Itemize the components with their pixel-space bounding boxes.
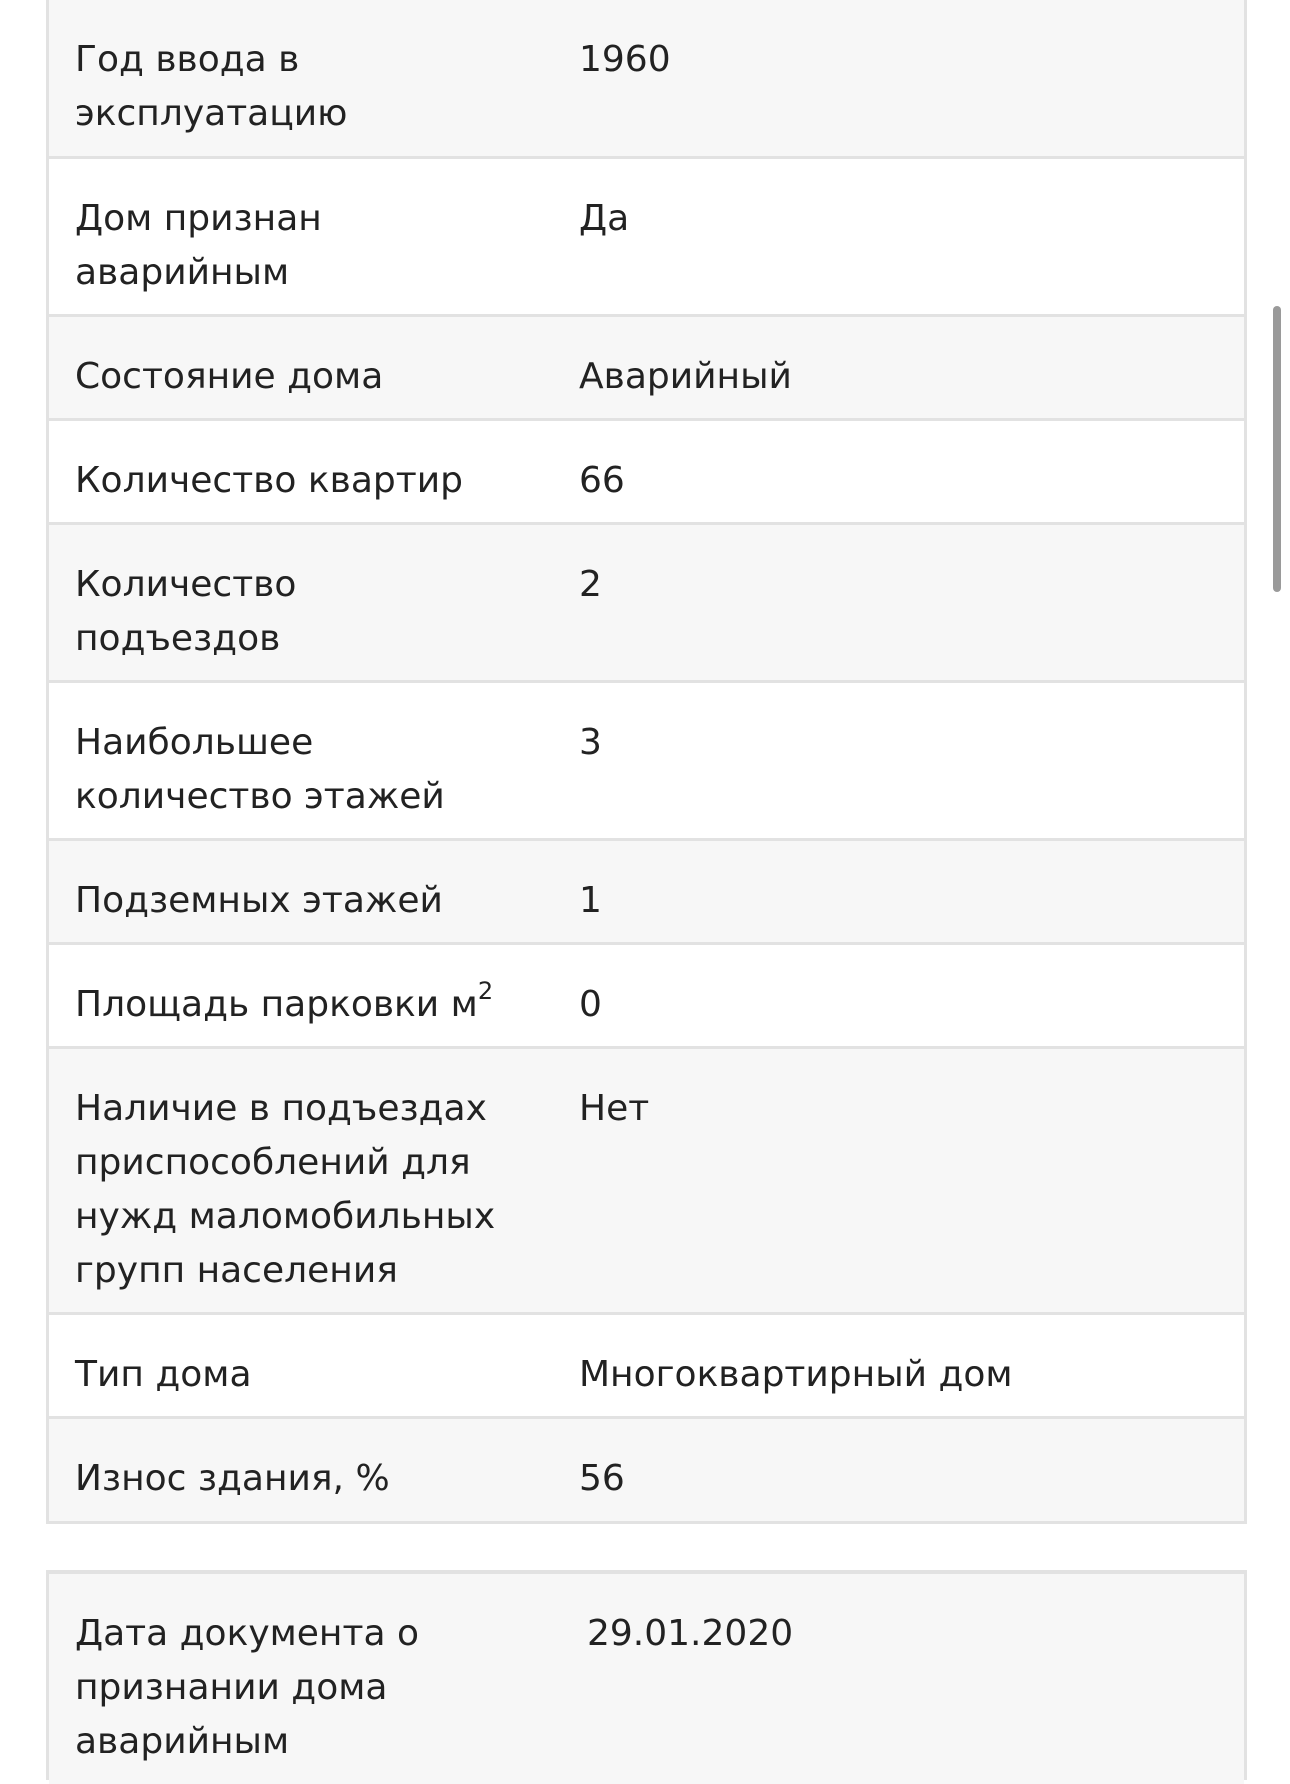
row-label bbox=[49, 945, 579, 1046]
row-label: Количество квартир bbox=[75, 460, 463, 501]
table-row bbox=[49, 159, 1244, 317]
table-row bbox=[49, 1419, 1244, 1521]
row-label: Подземных этажей bbox=[75, 880, 443, 921]
row-value: 0 bbox=[579, 984, 602, 1025]
document-info-table bbox=[46, 1570, 1247, 1780]
scrollbar[interactable] bbox=[1273, 306, 1281, 592]
row-label: Наличие в подъездах приспособлений для нужд маломобильных групп населения bbox=[75, 1088, 496, 1291]
row-value: Аварийный bbox=[579, 356, 792, 397]
table-row bbox=[49, 841, 1244, 945]
table-row bbox=[49, 1315, 1244, 1419]
row-label: Состояние дома bbox=[75, 356, 384, 397]
row-label: Тип дома bbox=[75, 1354, 252, 1395]
row-label: Наибольшее количество этажей bbox=[75, 722, 445, 817]
row-value: 29.01.2020 bbox=[587, 1613, 794, 1654]
table-row bbox=[49, 1049, 1244, 1315]
row-label: Год ввода в эксплуатацию bbox=[75, 39, 348, 134]
table-row bbox=[49, 683, 1244, 841]
house-info-table bbox=[46, 0, 1247, 1524]
table-row bbox=[49, 1574, 1244, 1784]
row-label: Дата документа о признании дома аварийным bbox=[75, 1613, 419, 1762]
table-row bbox=[49, 945, 1244, 1049]
table-row bbox=[49, 0, 1244, 159]
table-row bbox=[49, 525, 1244, 683]
row-value: Многоквартирный дом bbox=[579, 1354, 1013, 1395]
row-value: Да bbox=[579, 198, 630, 239]
row-label-text: Площадь парковки м bbox=[75, 984, 478, 1025]
table-row bbox=[49, 421, 1244, 525]
row-value: 2 bbox=[579, 564, 602, 605]
row-label: Количество подъездов bbox=[75, 564, 297, 659]
table-row bbox=[49, 317, 1244, 421]
row-value: 56 bbox=[579, 1458, 625, 1499]
row-label: Дом признан аварийным bbox=[75, 198, 322, 293]
row-value: 1 bbox=[579, 880, 602, 921]
row-label: Износ здания, % bbox=[75, 1458, 390, 1499]
row-value: 66 bbox=[579, 460, 625, 501]
superscript: 2 bbox=[477, 977, 494, 1005]
row-value: Нет bbox=[579, 1088, 650, 1129]
row-value: 3 bbox=[579, 722, 602, 763]
row-value: 1960 bbox=[579, 39, 671, 80]
